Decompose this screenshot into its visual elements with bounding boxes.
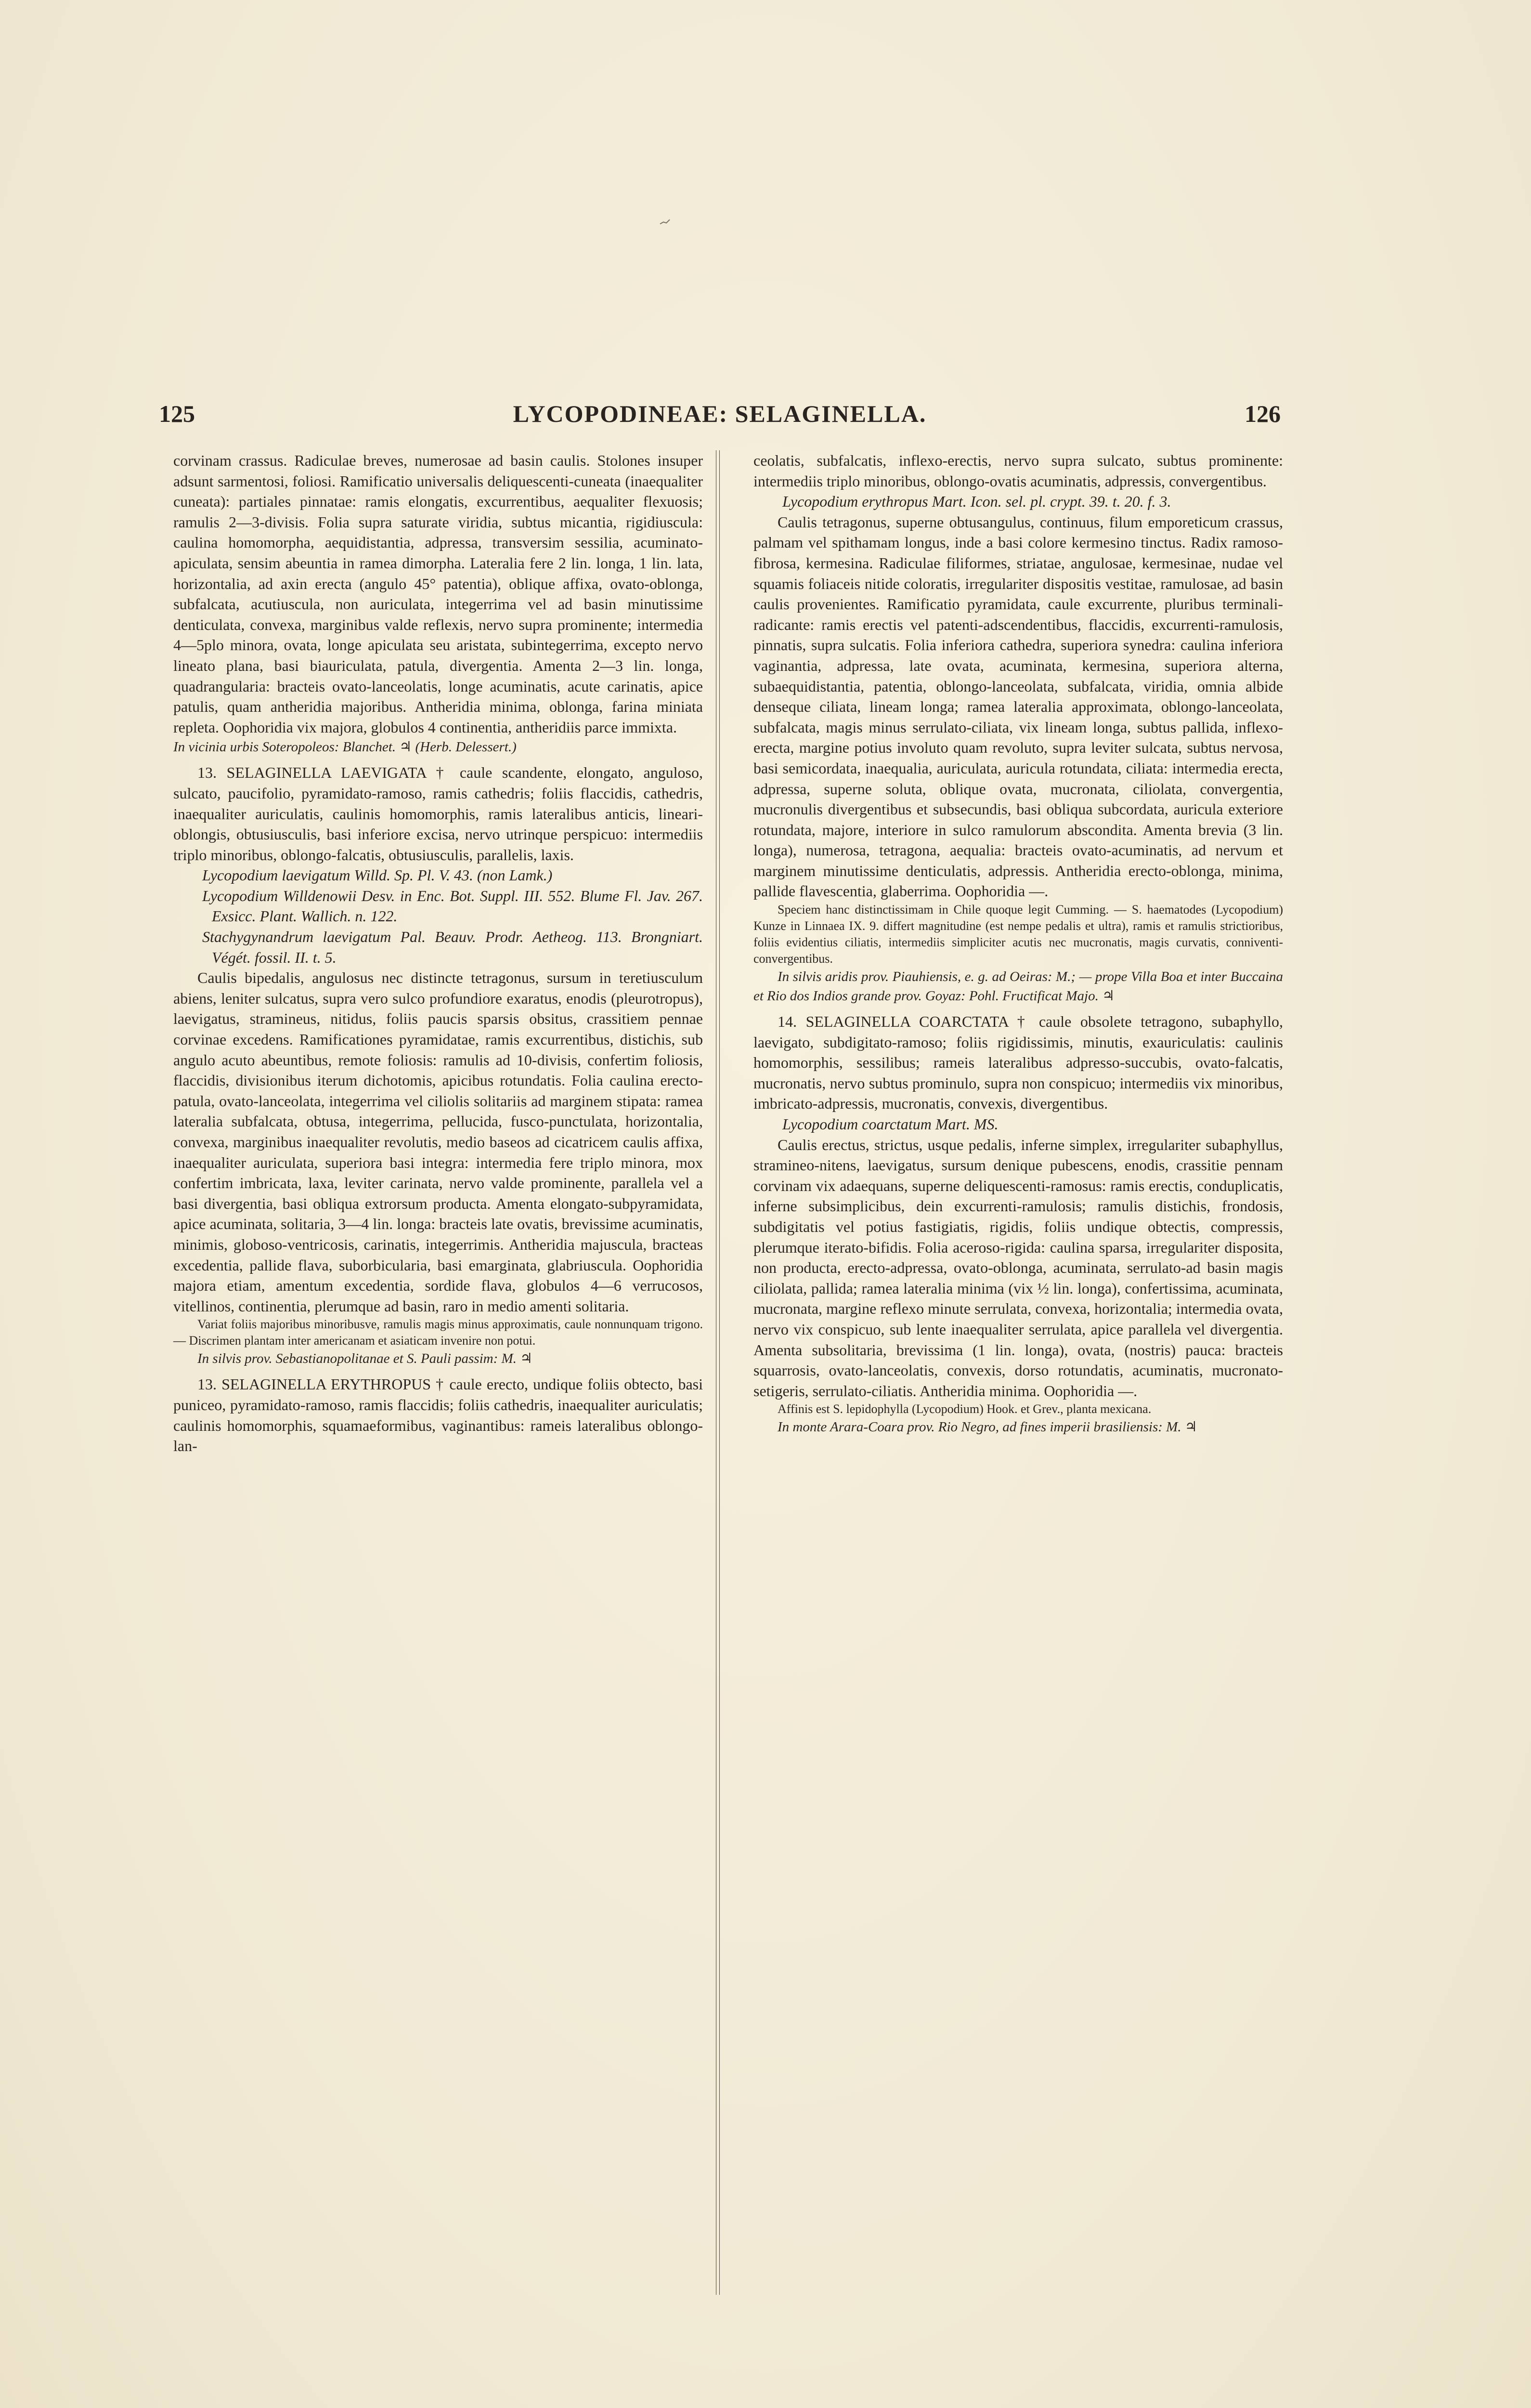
left-column xyxy=(173,450,703,1456)
description-paragraph: ceolatis, subfalcatis, inflexo-erectis, nervo supra sulcato, subtus prominente: intermediis triplo minoribus, oblongo-ovatis acuminatis, adpressis, convergentibus. xyxy=(753,452,1283,490)
running-title: LYCOPODINEAE: SELAGINELLA. xyxy=(513,400,927,427)
locality-line: In monte Arara-Coara prov. Rio Negro, ad fines imperii brasiliensis: M. ♃ xyxy=(778,1419,1197,1435)
page-number-left: 125 xyxy=(159,400,195,427)
synonym-line: Lycopodium Willdenowii Desv. in Enc. Bot. Suppl. III. 552. Blume Fl. Jav. 267. Exsicc. Plant. Wallich. n. 122. xyxy=(202,887,703,925)
synonym-line: Stachygynandrum laevigatum Pal. Beauv. Prodr. Aetheog. 113. Brongniart. Végét. fossil. II. t. 5. xyxy=(202,928,703,966)
description-paragraph: Caulis erectus, strictus, usque pedalis, inferne simplex, irregulariter subaphyllus, stramineo-nitens, laevigatus, sursum denique pubescens, enodis, crassitie pennam corvinam vix adaequans, superne deliquescenti-ramosus: ramis erectis, conduplicatis, inferne subsimplicibus, dein excurrenti-ramulosis; ramulis distichis, frondosis, subdigitatis vel potius fastigiatis, rigidis, foliis undique obtectis, compressis, plerumque iterato-bifidis. Folia aceroso-rigida: caulina sparsa, irregulariter disposita, non producta, erecto-adpressa, ovato-oblonga, acuminata, serrulato-ad basin magis ciliolata, pallida; ramea lateralia minima (vix ½ lin. longa), confertissima, acuminata, mucronata, margine reflexo minute serrulata, convexa, horizontalia; intermedia ovata, nervo vix conspicuo, sub lente inaequaliter serrulata, apice parallela vel divergentia. Amenta subsolitaria, brevissima (1 lin. longa), ovata, (nostris) pauca: bracteis squarrosis, ovato-lanceolatis, convexis, dorso rotundatis, acuminatis, mucronato-setigeris, serrulato-ciliatis. Antheridia minima. Oophoridia —. xyxy=(753,1136,1283,1400)
locality-line: In silvis prov. Sebastianopolitanae et S. Pauli passim: M. ♃ xyxy=(197,1351,533,1367)
page-number-right: 126 xyxy=(1245,400,1281,427)
species-heading-erythropus: 13. SELAGINELLA ERYTHROPUS † caule erecto, undique foliis obtecto, basi puniceo, pyramidato-ramoso, ramis flaccidis; foliis cathedris, inaequaliter auriculatis; caulinis homomorphis, squamaeformibus, vaginantibus: rameis lateralibus oblongo-lan- xyxy=(173,1375,703,1455)
locality-line: In silvis aridis prov. Piauhiensis, e. g. ad Oeiras: M.; — prope Villa Boa et inter Buccaina et Rio dos Indios grande prov. Goyaz: Pohl. Fructificat Majo. ♃ xyxy=(753,969,1283,1004)
note-paragraph: Speciem hanc distinctissimam in Chile quoque legit Cumming. — S. haematodes (Lycopodium) Kunze in Linnaea IX. 9. differt magnitudine (est nempe pedalis et ultra), ramis et ramulis strictioribus, foliis evidentius ciliatis, intermediis simpliciter acutis nec mucronatis, magis curvatis, conniventi-convergentibus. xyxy=(753,903,1283,966)
description-paragraph: corvinam crassus. Radiculae breves, numerosae ad basin caulis. Stolones insuper adsunt sarmentosi, foliosi. Ramificatio universalis deliquescenti-cuneata (inaequaliter cuneata): partiales pinnatae: ramis elongatis, excurrentibus, aequaliter flexuosis; ramulis 2—3-divisis. Folia supra saturate viridia, subtus micantia, rigidiuscula: caulina homomorpha, aequidistantia, adpressa, transversim sessilia, acuminato-apiculata, sensim abeuntia in ramea dimorpha. Lateralia fere 2 lin. longa, 1 lin. lata, horizontalia, ad axin erecta (angulo 45° patentia), oblique affixa, ovato-oblonga, subfalcata, acutiuscula, non auriculata, integerrima vel ad basin minutissime denticulata, convexa, marginibus valde reflexis, nervo supra prominente; intermedia 4—5plo minora, ovata, longe apiculata seu aristata, subintegerrima, excepto nervo lineato plana, basi biauriculata, patula, divergentia. Amenta 2—3 lin. longa, quadrangularia: bracteis ovato-lanceolatis, longe acuminatis, acute carinatis, apice patulis, quam antheridia majoribus. Antheridia minima, oblonga, farina miniata repleta. Oophoridia vix majora, globulos 4 continentia, antheridiis parce immixta. xyxy=(173,452,703,736)
locality-line: In vicinia urbis Soteropoleos: Blanchet. ♃ (Herb. Delessert.) xyxy=(173,739,517,755)
right-column xyxy=(753,450,1283,1437)
synonym-line: Lycopodium coarctatum Mart. MS. xyxy=(782,1115,999,1133)
running-header xyxy=(159,400,1281,433)
note-paragraph: Variat foliis majoribus minoribusve, ramulis magis minus approximatis, caule nonnunquam trigono. — Discrimen plantam inter americanam et asiaticam invenire non potui. xyxy=(173,1317,703,1348)
species-heading-laevigata: 13. SELAGINELLA LAEVIGATA † caule scandente, elongato, anguloso, sulcato, paucifolio, pyramidato-ramoso, ramis cathedris; foliis flaccidis, cathedris, inaequaliter auriculatis, caulinis homomorphis, ramis lateralibus anticis, lineari-oblongis, obtusiusculis, basi inferiore excisa, nervo utrinque perspicuo: intermediis triplo minoribus, oblongo-falcatis, obtusiusculis, parallelis, laxis. xyxy=(173,764,703,864)
description-paragraph: Caulis bipedalis, angulosus nec distincte tetragonus, sursum in teretiusculum abiens, leniter sulcatus, supra vero sulco profundiore exaratus, enodis (pleurotropus), laevigatus, stramineus, nitidus, foliis paucis sparsis obsitus, crassitiem pennae corvinae excedens. Ramificationes pyramidatae, ramis excurrentibus, distichis, sub angulo acuto abeuntibus, remote foliosis: ramulis ad 10-divisis, confertim foliosis, flaccidis, divisionibus iterum dichotomis, apicibus rotundatis. Folia caulina erecto-patula, ovato-lanceolata, integerrima vel ciliolis solitariis ad marginem stipata: ramea lateralia subfalcata, obtusa, integerrima, pellucida, fusco-punctulata, horizontalia, convexa, marginibus inaequaliter revolutis, medio baseos ad cicatricem caulis affixa, inaequaliter auriculata, superiora basi integra: intermedia fere triplo minora, mox confertim imbricata, laxa, leviter carinata, nervo valde prominente, parallela vel a basi divergentia, basi obliqua extrorsum producta. Amenta elongato-subpyramidata, apice acuminata, solitaria, 3—4 lin. longa: bracteis late ovatis, brevissime acuminatis, minimis, globoso-ventricosis, carinatis, integerrimis. Antheridia majuscula, bracteas excedentia, pallide flava, suborbicularia, basi emarginata, glabriuscula. Oophoridia majora etiam, amentum excedentia, sordide flava, globulos 4—6 verrucosos, vitellinos, continentia, plerumque ad basin, raro in medio amenti solitaria. xyxy=(173,969,703,1315)
column-divider-double-rule xyxy=(716,450,720,2295)
species-heading-coarctata: 14. SELAGINELLA COARCTATA † caule obsolete tetragono, subaphyllo, laevigato, subdigitato-ramoso; foliis rigidissimis, minutis, exauriculatis: caulinis homomorphis, sessilibus; rameis lateralibus adpresso-succubis, ovato-falcatis, mucronatis, nervo subtus prominulo, supra non conspicuo; intermediis vix minoribus, imbricato-adpressis, mucronatis, convexis, divergentibus. xyxy=(753,1013,1283,1112)
ink-mark xyxy=(660,219,670,225)
synonym-line: Lycopodium erythropus Mart. Icon. sel. pl. crypt. 39. t. 20. f. 3. xyxy=(782,493,1171,510)
note-paragraph: Affinis est S. lepidophylla (Lycopodium) Hook. et Grev., planta mexicana. xyxy=(778,1402,1152,1416)
synonym-line: Lycopodium laevigatum Willd. Sp. Pl. V. 43. (non Lamk.) xyxy=(202,866,553,884)
description-paragraph: Caulis tetragonus, superne obtusangulus, continuus, filum emporeticum crassus, palmam vel spithamam longus, inde a basi colore kermesino tinctus. Radix ramoso-fibrosa, kermesina. Radiculae filiformes, striatae, angulosae, kermesinae, nudae vel squamis foliaceis nitide coloratis, irregulariter dispositis vestitae, ramulosae, ad basin caulis provenientes. Ramificatio pyramidata, caule excurrente, pluribus terminali-radicante: ramis erectis vel patenti-adscendentibus, flaccidis, excurrenti-ramulosis, pinnatis, supra sulcatis. Folia inferiora cathedra, superiora synedra: caulina inferiora vaginantia, adpressa, late ovata, acuminata, kermesina, superiora alterna, subaequidistantia, patentia, oblongo-lanceolata, subfalcata, viridia, omnia albide denseque ciliata, lineam longa; ramea lateralia approximata, oblongo-lanceolata, subfalcata, magis minus serrulato-ciliata, vix lineam longa, subtus pallida, inflexo-erecta, margine potius involuto quam revoluto, supra leviter sulcata, subtus nervosa, basi semicordata, inaequalia, auriculata, auricula rotundata, ciliata: intermedia erecta, adpressa, superne soluta, oblique ovata, mucronata, ciliolata, convergentia, mucronulis divergentibus et subsecundis, basi obliqua subcordata, auricula exteriore rotundata, majore, interiore in sulco ramulorum abscondita. Amenta brevia (3 lin. longa), numerosa, tetragona, aequalia: bracteis ovato-acuminatis, ad nervum et marginem minutissime denticulatis, adpressis. Antheridia erecto-oblonga, minima, pallide flavescentia, glaberrima. Oophoridia —. xyxy=(753,513,1283,900)
